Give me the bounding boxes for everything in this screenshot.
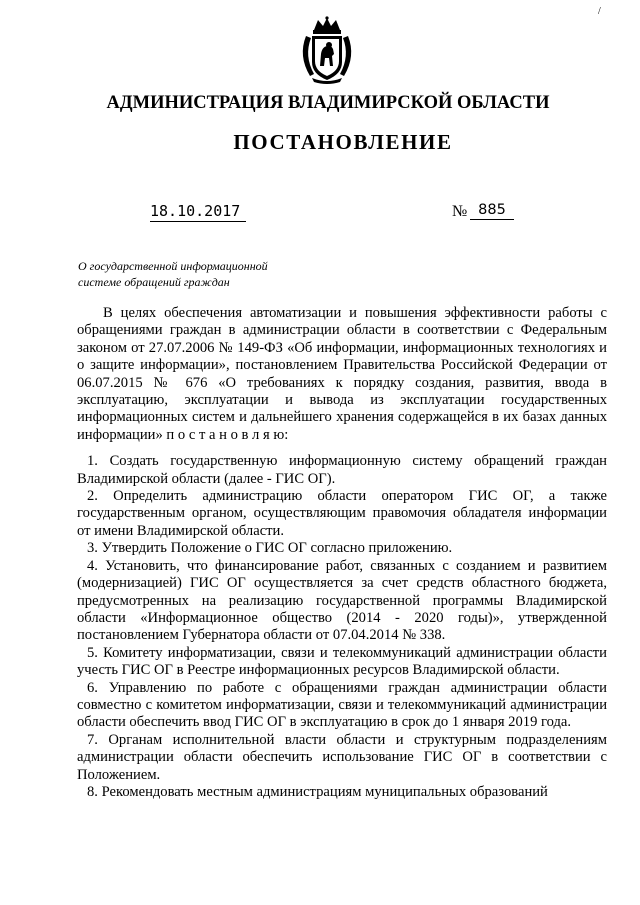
list-item: 4. Установить, что финансирование работ, связанных с созданием и развитием (модернизацией) ГИС ОГ осуществляется за счет средств областного бюджета, предусмотренных на реализацию государственной программы Владимирской области «Информационное общество (2014 - 2020 годы)», утвержденной постановлением Губернатора области от 07.04.2014 № 338. [77,557,607,644]
document-date: 18.10.2017 [150,202,246,222]
organization-title: АДМИНИСТРАЦИЯ ВЛАДИМИРСКОЙ ОБЛАСТИ [106,93,550,113]
document-number: 885 [470,202,514,220]
corner-mark: / [598,6,601,17]
list-item: 3. Утвердить Положение о ГИС ОГ согласно приложению. [87,540,453,557]
document-type: ПОСТАНОВЛЕНИЕ [233,130,453,154]
list-item: 7. Органам исполнительной власти области и структурным подразделениям администрации области обеспечить использование ГИС ОГ в соответствии с Положением. [77,731,607,783]
list-item: 5. Комитету информатизации, связи и телекоммуникаций администрации области учесть ГИС ОГ в Реестре информационных ресурсов Владимирской области. [77,644,607,679]
list-item: 1. Создать государственную информационную систему обращений граждан Владимирской области (далее - ГИС ОГ). [77,453,607,487]
list-item: 8. Рекомендовать местным администрациям муниципальных образований [87,783,548,800]
coat-of-arms-icon [296,16,358,84]
list-item: 6. Управлению по работе с обращениями граждан администрации области совместно с комитетом информатизации, связи и телекоммуникаций администрации области обеспечить ввод ГИС ОГ в эксплуатацию в срок до 1 января 2019 года. [77,679,607,731]
document-subject: О государственной информационной системе обращений граждан [78,259,268,289]
list-item: 2. Определить администрацию области оператором ГИС ОГ, а также государственным органом, осуществляющим правомочия обладателя информации от имени Владимирской области. [77,488,607,539]
document-body [77,305,607,801]
preamble-paragraph: В целях обеспечения автоматизации и повышения эффективности работы с обращениями граждан в администрации области в соответствии с Федеральным законом от 27.07.2006 № 149-ФЗ «Об информации, информационных технологиях и о защите информации», постановлением Правительства Российской Федерации от 06.07.2015 № 676 «О требованиях к порядку создания, развития, ввода в эксплуатацию, эксплуатации и вывода из эксплуатации государственных информационных систем и дальнейшего хранения содержащейся в их базах данных информации» п о с т а н о в л я ю: [77,305,607,443]
number-sign: № [452,203,468,220]
